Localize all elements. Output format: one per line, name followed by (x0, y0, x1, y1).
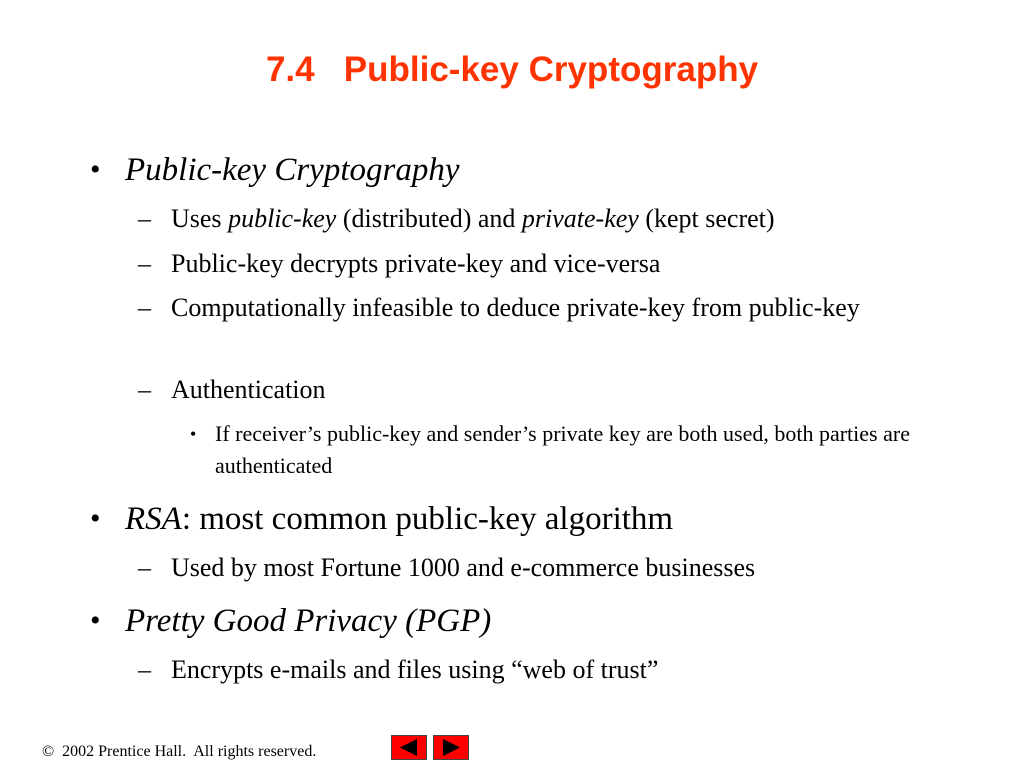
slide-title: 7.4 Public-key Cryptography (265, 50, 759, 89)
bullet-marker: • (90, 604, 101, 637)
bullet-marker: • (90, 502, 101, 535)
sub-bullet-text: Authentication (171, 375, 326, 404)
bullet-text: RSA: most common public-key algorithm (125, 501, 674, 537)
sub-bullet-decrypts (138, 245, 938, 283)
dash-marker: – (138, 293, 151, 322)
left-arrow-icon (392, 736, 426, 759)
right-arrow-icon (434, 736, 468, 759)
sub-bullet-text: Public-key decrypts private-key and vice-versa (171, 249, 661, 278)
sub-bullet-web-of-trust (138, 651, 938, 689)
sub-bullet-authentication (138, 371, 938, 409)
sub-bullet-text: Used by most Fortune 1000 and e-commerce businesses (171, 553, 756, 582)
dash-marker: – (138, 655, 151, 684)
bullet-marker: • (190, 424, 197, 444)
copyright-footer: © 2002 Prentice Hall. All rights reserved. (42, 743, 317, 760)
dash-marker: – (138, 375, 151, 404)
previous-slide-button[interactable] (391, 735, 427, 760)
sub-bullet-text: Encrypts e-mails and files using “web of trust” (171, 655, 659, 684)
sub-bullet-text: Computationally infeasible to deduce private-key from public-key (171, 293, 860, 322)
sub-bullet-infeasible (138, 289, 878, 327)
sub-sub-bullet-text: If receiver’s public-key and sender’s private key are both used, both parties are authenticated (215, 421, 910, 478)
bullet-text: Pretty Good Privacy (PGP) (125, 603, 492, 639)
sub-bullet-uses-keys (138, 200, 938, 238)
next-slide-button[interactable] (433, 735, 469, 760)
sub-bullet-fortune-1000 (138, 549, 938, 587)
sub-bullet-text: Uses public-key (distributed) and private-key (kept secret) (171, 204, 775, 233)
bullet-marker: • (90, 153, 101, 186)
dash-marker: – (138, 249, 151, 278)
bullet-text: Public-key Cryptography (125, 152, 460, 188)
dash-marker: – (138, 204, 151, 233)
sub-sub-bullet-both-authenticated (190, 418, 950, 482)
dash-marker: – (138, 553, 151, 582)
